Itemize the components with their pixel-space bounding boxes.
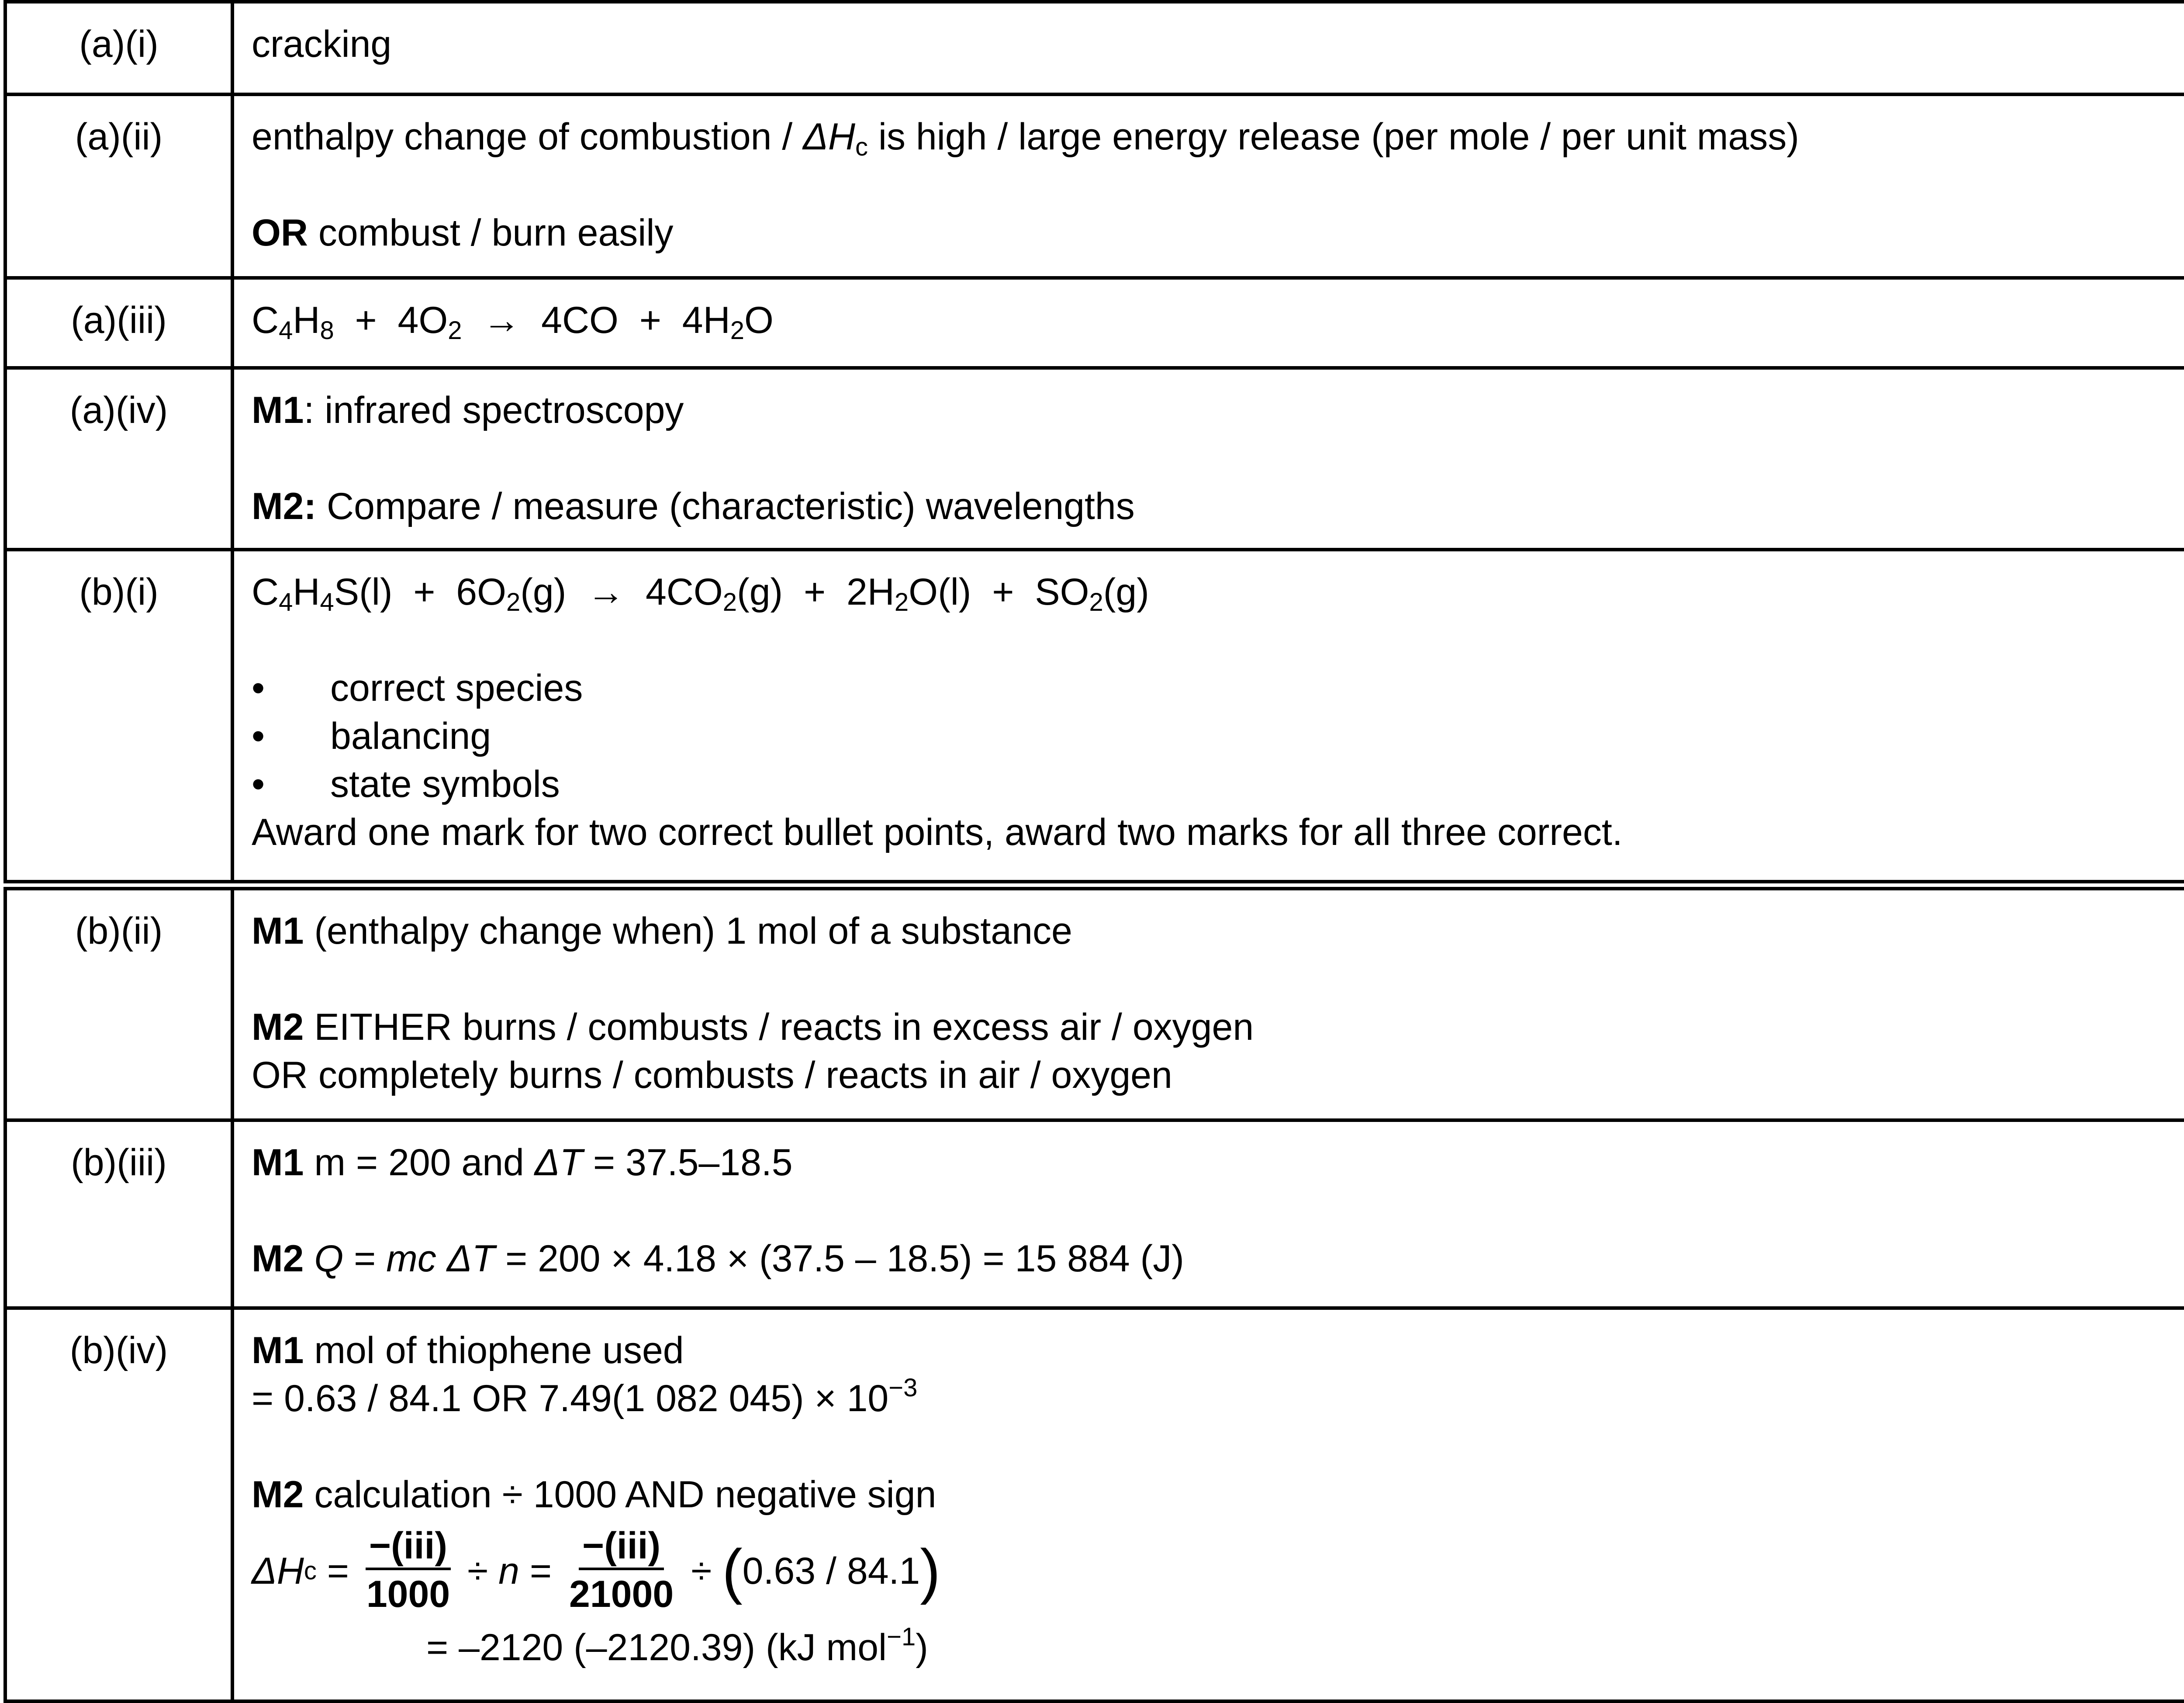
answer-text: : infrared spectroscopy: [304, 389, 684, 431]
answer-cell: [232, 2, 2184, 94]
subscript: 4: [279, 588, 293, 616]
spacer: [252, 1187, 2184, 1235]
answer-line: [252, 113, 2184, 161]
fraction-denominator: 21000: [569, 1573, 674, 1615]
answer-text: combust / burn easily: [308, 212, 674, 254]
mark-scheme-table-2: [3, 887, 2184, 1703]
subscript: 2: [1089, 588, 1103, 616]
eq-part: + 4O: [334, 299, 448, 341]
subscript: 8: [320, 316, 334, 345]
eq-part: H: [293, 571, 320, 613]
mark-point-label: M2: [252, 1006, 304, 1048]
fraction-numerator: −(iii): [579, 1524, 664, 1570]
subscript: 2: [506, 588, 521, 616]
subscript: 2: [894, 588, 909, 616]
list-item: [252, 760, 2184, 808]
answer-line: [252, 1471, 2184, 1519]
answer-cell: [232, 550, 2184, 882]
answer-cell: [232, 889, 2184, 1120]
marking-note: Award one mark for two correct bullet points, award two marks for all three correct.: [252, 811, 1623, 853]
mark-point-label: M1: [252, 1329, 304, 1371]
chemical-equation: [252, 568, 2184, 616]
table-row: [5, 889, 2184, 1120]
subscript: 4: [320, 588, 334, 616]
or-label: OR: [252, 212, 308, 254]
eq-part: → 4CO + 4H: [462, 299, 730, 341]
subscript: c: [855, 133, 868, 161]
answer-text: = 200 × 4.18 × (37.5 – 18.5) = 15 884 (J): [495, 1238, 1184, 1280]
answer-text: mol of thiophene used: [304, 1329, 684, 1371]
answer-line: [252, 1003, 2184, 1051]
question-number: (b)(ii): [5, 889, 232, 1120]
answer-cell: [232, 1308, 2184, 1701]
question-number: (a)(iv): [5, 368, 232, 550]
answer-text: OR completely burns / combusts / reacts in air / oxygen: [252, 1054, 1172, 1096]
list-item: [252, 712, 2184, 760]
question-number: (a)(ii): [5, 94, 232, 278]
question-number: (a)(iii): [5, 278, 232, 368]
spacer: [252, 616, 2184, 664]
answer-text: = 0.63 / 84.1 OR 7.49(1 082 045) × 10: [252, 1378, 889, 1419]
eq-part: O: [744, 299, 774, 341]
formula-term: 0.63 / 84.1: [742, 1550, 920, 1592]
answer-line: [252, 209, 2184, 257]
table-row: [5, 1120, 2184, 1308]
answer-line: [252, 482, 2184, 530]
answer-text: enthalpy change of combustion /: [252, 116, 803, 158]
fraction-denominator: 1000: [366, 1573, 450, 1615]
mark-point-label: M2:: [252, 485, 317, 527]
answer-text: EITHER burns / combusts / reacts in excess air / oxygen: [304, 1006, 1254, 1048]
mark-point-label: M1: [252, 389, 304, 431]
spacer: [252, 955, 2184, 1003]
eq-part: S(l) + 6O: [334, 571, 507, 613]
question-number: (b)(i): [5, 550, 232, 882]
bullet-text: correct species: [330, 667, 583, 709]
enthalpy-symbol: ΔH: [803, 116, 855, 158]
answer-text: = 37.5–18.5: [583, 1142, 793, 1184]
fraction: [363, 1524, 453, 1618]
formula-operator: ÷: [681, 1550, 722, 1592]
paren: ): [920, 1537, 940, 1605]
bullet-icon: •: [252, 763, 265, 805]
table-row: [5, 2, 2184, 94]
answer-line: [252, 1139, 2184, 1187]
chemical-equation: [252, 299, 774, 345]
answer-text: Compare / measure (characteristic) wavelengths: [316, 485, 1135, 527]
result-text: ): [916, 1627, 928, 1668]
enthalpy-formula: ΔH c = $\frac{\text{−(iii)}}{1000}$ ÷ n = $\frac{\text{−(iii)}}{21000}$ ÷ ( 0.63 / 84.1 ): [252, 1519, 2184, 1623]
mark-point-label: M1: [252, 1142, 304, 1184]
answer-cell: [232, 1120, 2184, 1308]
subscript: 4: [279, 316, 293, 345]
eq-part: C: [252, 299, 279, 341]
spacer: [252, 161, 2184, 209]
superscript: −1: [887, 1623, 916, 1651]
heat-symbol: Q: [314, 1238, 344, 1280]
answer-line: [252, 1326, 2184, 1374]
table-row: [5, 550, 2184, 882]
list-item: [252, 664, 2184, 712]
answer-line: [252, 1374, 2184, 1423]
answer-line: [252, 907, 2184, 955]
bullet-text: balancing: [330, 715, 491, 757]
subscript: 2: [730, 316, 744, 345]
enthalpy-symbol: ΔH: [252, 1550, 304, 1592]
answer-cell: [232, 94, 2184, 278]
paren: (: [722, 1537, 743, 1605]
table-row: [5, 368, 2184, 550]
fraction: [566, 1524, 677, 1618]
answer-line: [252, 386, 2184, 434]
mark-point-label: M2: [252, 1474, 304, 1516]
answer-text: is high / large energy release (per mole / per unit mass): [867, 116, 1799, 158]
subscript: 2: [448, 316, 462, 345]
answer-text: =: [343, 1238, 387, 1280]
answer-line: [252, 1623, 2184, 1672]
answer-cell: [232, 368, 2184, 550]
answer-text: calculation ÷ 1000 AND negative sign: [304, 1474, 936, 1516]
fraction-numerator: −(iii): [366, 1524, 451, 1570]
mark-point-label: M1: [252, 910, 304, 952]
question-number: (a)(i): [5, 2, 232, 94]
eq-part: C: [252, 571, 279, 613]
formula-operator: =: [519, 1550, 563, 1592]
question-number: (b)(iii): [5, 1120, 232, 1308]
eq-part: O(l) + SO: [909, 571, 1089, 613]
answer-text: (enthalpy change when) 1 mol of a substance: [304, 910, 1072, 952]
question-number: (b)(iv): [5, 1308, 232, 1701]
formula-operator: ÷: [457, 1550, 499, 1592]
bullet-icon: •: [252, 715, 265, 757]
superscript: −3: [888, 1374, 918, 1402]
answer-cell: [232, 278, 2184, 368]
table-row: [5, 94, 2184, 278]
moles-symbol: n: [498, 1550, 519, 1592]
eq-part: H: [293, 299, 320, 341]
spacer: [252, 434, 2184, 482]
mark-point-label: M2: [252, 1238, 304, 1280]
table-row: [5, 1308, 2184, 1701]
formula-term: mc ΔT: [386, 1238, 495, 1280]
formula-operator: =: [316, 1550, 359, 1592]
eq-part: (g) → 4CO: [520, 571, 723, 613]
subscript: 2: [722, 588, 737, 616]
spacer: [252, 1423, 2184, 1471]
bullet-icon: •: [252, 667, 265, 709]
eq-part: (g) + 2H: [737, 571, 895, 613]
eq-part: (g): [1103, 571, 1149, 613]
result-text: = –2120 (–2120.39) (kJ mol: [426, 1627, 887, 1668]
table-row: [5, 278, 2184, 368]
mark-scheme-table-1: [3, 0, 2184, 883]
answer-line: [252, 1235, 2184, 1283]
answer-text: m = 200 and: [304, 1142, 535, 1184]
bullet-text: state symbols: [330, 763, 560, 805]
answer-text: cracking: [252, 23, 392, 65]
temperature-change-symbol: ΔT: [534, 1142, 583, 1184]
